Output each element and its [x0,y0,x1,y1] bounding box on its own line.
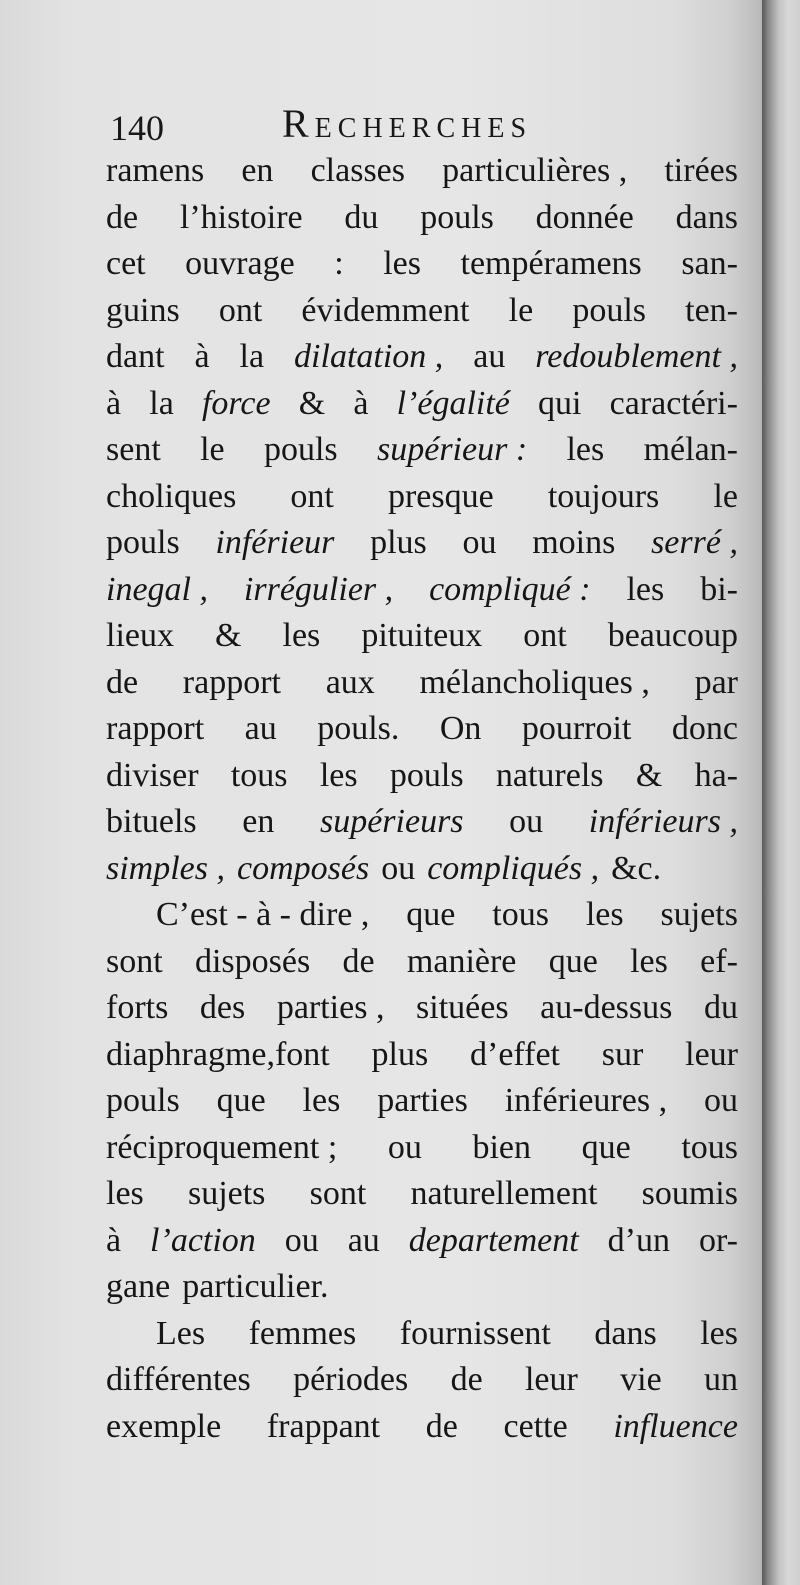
word: dant [106,338,165,375]
word: les [319,756,358,794]
word: de [450,1361,483,1398]
word: ten- [685,291,738,329]
word: dans [594,1314,657,1352]
word: disposés [194,942,311,980]
text-line [106,939,738,986]
text-line [106,520,738,567]
text-line [106,1125,738,1172]
word: forts [106,989,169,1026]
word: les [383,245,421,282]
word: tirées [664,152,738,189]
word: soumis [641,1175,738,1212]
word: évidemment [301,291,470,329]
word: naturellement [410,1175,598,1212]
text-line [106,1032,738,1079]
word: les [585,896,624,933]
word: à [353,384,369,422]
word: donc [671,710,738,747]
word: simples , [106,849,225,887]
word: que [581,1128,631,1166]
text-line [106,1357,738,1404]
word: supérieurs [319,803,464,840]
word: beaucoup [607,617,738,654]
word: d’un [607,1221,670,1259]
word: de [425,1407,458,1445]
text-line [106,288,738,335]
word: lieux [106,617,174,654]
word: la [149,384,174,422]
word: pourroit [521,710,632,747]
word: de [342,942,375,980]
text-line [106,427,738,474]
word: en [242,803,275,840]
word: ou [509,803,544,840]
text-line [106,985,738,1032]
word: rapport [182,663,281,701]
word: tempéramens [460,245,642,282]
word: mélancholiques , [419,663,650,701]
word: au [473,338,506,375]
word: parties [377,1082,468,1119]
word: les [282,617,321,654]
word: les [302,1082,341,1119]
text-line [106,660,738,707]
word: que [406,896,456,933]
word: à [106,1221,122,1259]
running-head: Recherches [282,101,533,146]
text-line [106,195,738,242]
word: de [106,198,139,236]
text-line [106,753,738,800]
word: choliques [106,477,237,515]
text-line [106,1218,738,1265]
word: supérieur : [377,431,528,468]
word: l’histoire [179,198,303,236]
word: périodes [293,1361,409,1398]
word: l’action [150,1221,256,1259]
word: diaphragme,font [106,1035,330,1073]
word: ef- [700,942,738,980]
text-line [106,1171,738,1218]
word: tous [492,896,549,933]
word: sujets [187,1175,266,1212]
word: ouvrage [185,245,295,282]
word: de [106,663,139,701]
word: plus [370,524,427,561]
word: guins [106,291,180,329]
word: bituels [106,803,197,840]
word: toujours [547,477,660,515]
text-line [106,1311,738,1358]
word: mélan- [643,431,738,468]
word: qui [538,384,582,422]
word: pouls. [317,710,400,747]
word: classes [310,152,406,189]
word: au [347,1221,380,1259]
word: & [298,384,326,422]
text-line [106,892,738,939]
word: inférieurs , [588,803,738,840]
word: inférieures , [504,1082,668,1119]
word: & [215,617,242,654]
text-line [106,706,738,753]
word: tous [681,1128,738,1166]
word: au [244,710,277,747]
word: composés [237,849,370,887]
text-line [106,334,738,381]
word: pouls [572,291,646,329]
word: à [106,384,122,422]
word: pouls [106,1082,180,1119]
word: au-dessus [540,989,673,1026]
text-line [106,567,738,614]
word: ont [523,617,567,654]
word: exemple [106,1407,222,1445]
word: d’effet [470,1035,560,1073]
word: ont [290,477,334,515]
page-number: 140 [110,108,164,148]
word: serré , [651,524,738,561]
word: Les [156,1314,206,1352]
word: les [106,1175,144,1212]
word: presque [387,477,494,515]
text-line [106,846,738,893]
text-line [106,1078,738,1125]
word: ou [387,1128,422,1166]
word: moins [532,524,616,561]
word: pouls [263,431,338,468]
word: particulier. [182,1268,329,1305]
word: à [194,338,210,375]
word: l’égalité [396,384,510,422]
word: ont [218,291,263,329]
word: que [216,1082,266,1119]
text-line [106,1264,738,1311]
word: ha- [694,756,738,794]
word: cette [503,1407,568,1445]
word: C’est - à - dire , [156,896,370,933]
page-edge [762,0,800,1585]
word: sent [106,431,161,468]
word: situées [416,989,509,1026]
word: caractéri- [609,384,738,422]
word: pouls [106,524,180,561]
word: bi- [700,570,738,608]
word: inegal , [106,570,208,608]
word: pouls [420,198,494,236]
word: réciproquement ; [106,1128,338,1166]
word: un [704,1361,738,1398]
word: parties , [276,989,385,1026]
word: &c. [611,849,662,887]
word: diviser [106,756,199,794]
word: le [508,291,534,329]
word: compliqués , [427,849,600,887]
word: ou [381,849,416,887]
word: les [566,431,605,468]
word: frappant [266,1407,381,1445]
word: bien [472,1128,532,1166]
word: dans [675,198,738,236]
word: pituiteux [361,617,483,654]
word: du [703,989,738,1026]
word: vie [620,1361,662,1398]
word: pouls [389,756,464,794]
word: dilatation , [294,338,444,375]
word: irrégulier , [243,570,394,608]
word: leur [524,1361,578,1398]
word: femmes [248,1314,357,1352]
word: donnée [535,198,634,236]
text-line [106,381,738,428]
word: On [439,710,482,747]
word: departement [408,1221,579,1259]
word: ou [284,1221,319,1259]
word: ou [703,1082,738,1119]
word: sur [601,1035,644,1073]
word: du [344,198,379,236]
word: les [626,570,665,608]
word: particulières , [442,152,628,189]
text-line [106,1404,738,1451]
text-line [106,474,738,521]
word: sujets [660,896,738,933]
word: plus [371,1035,429,1073]
text-line [106,241,738,288]
word: sont [106,942,163,980]
word: fournissent [399,1314,551,1352]
text-line [106,799,738,846]
word: : [334,245,344,282]
word: les [630,942,668,980]
page-header [110,100,610,150]
word: tous [230,756,288,794]
word: compliqué : [429,570,591,608]
word: force [201,384,271,422]
text-line [106,148,738,195]
word: manière [406,942,517,980]
word: & [635,756,663,794]
word: rapport [106,710,205,747]
word: par [694,663,738,701]
word: ou [462,524,497,561]
word: sont [309,1175,367,1212]
word: redoublement , [535,338,738,375]
word: la [239,338,265,375]
body-text [106,148,738,1450]
word: des [199,989,246,1026]
word: que [548,942,598,980]
word: gane [106,1268,171,1305]
word: le [200,431,225,468]
word: différentes [106,1361,251,1398]
text-line [106,613,738,660]
word: aux [325,663,375,701]
word: san- [681,245,738,282]
word: leur [685,1035,738,1073]
word: en [241,152,274,189]
word: cet [106,245,146,282]
word: naturels [495,756,604,794]
word: influence [613,1407,738,1445]
word: ramens [106,152,205,189]
word: inférieur [215,524,335,561]
word: le [713,477,738,515]
word: les [700,1314,738,1352]
word: or- [698,1221,738,1259]
